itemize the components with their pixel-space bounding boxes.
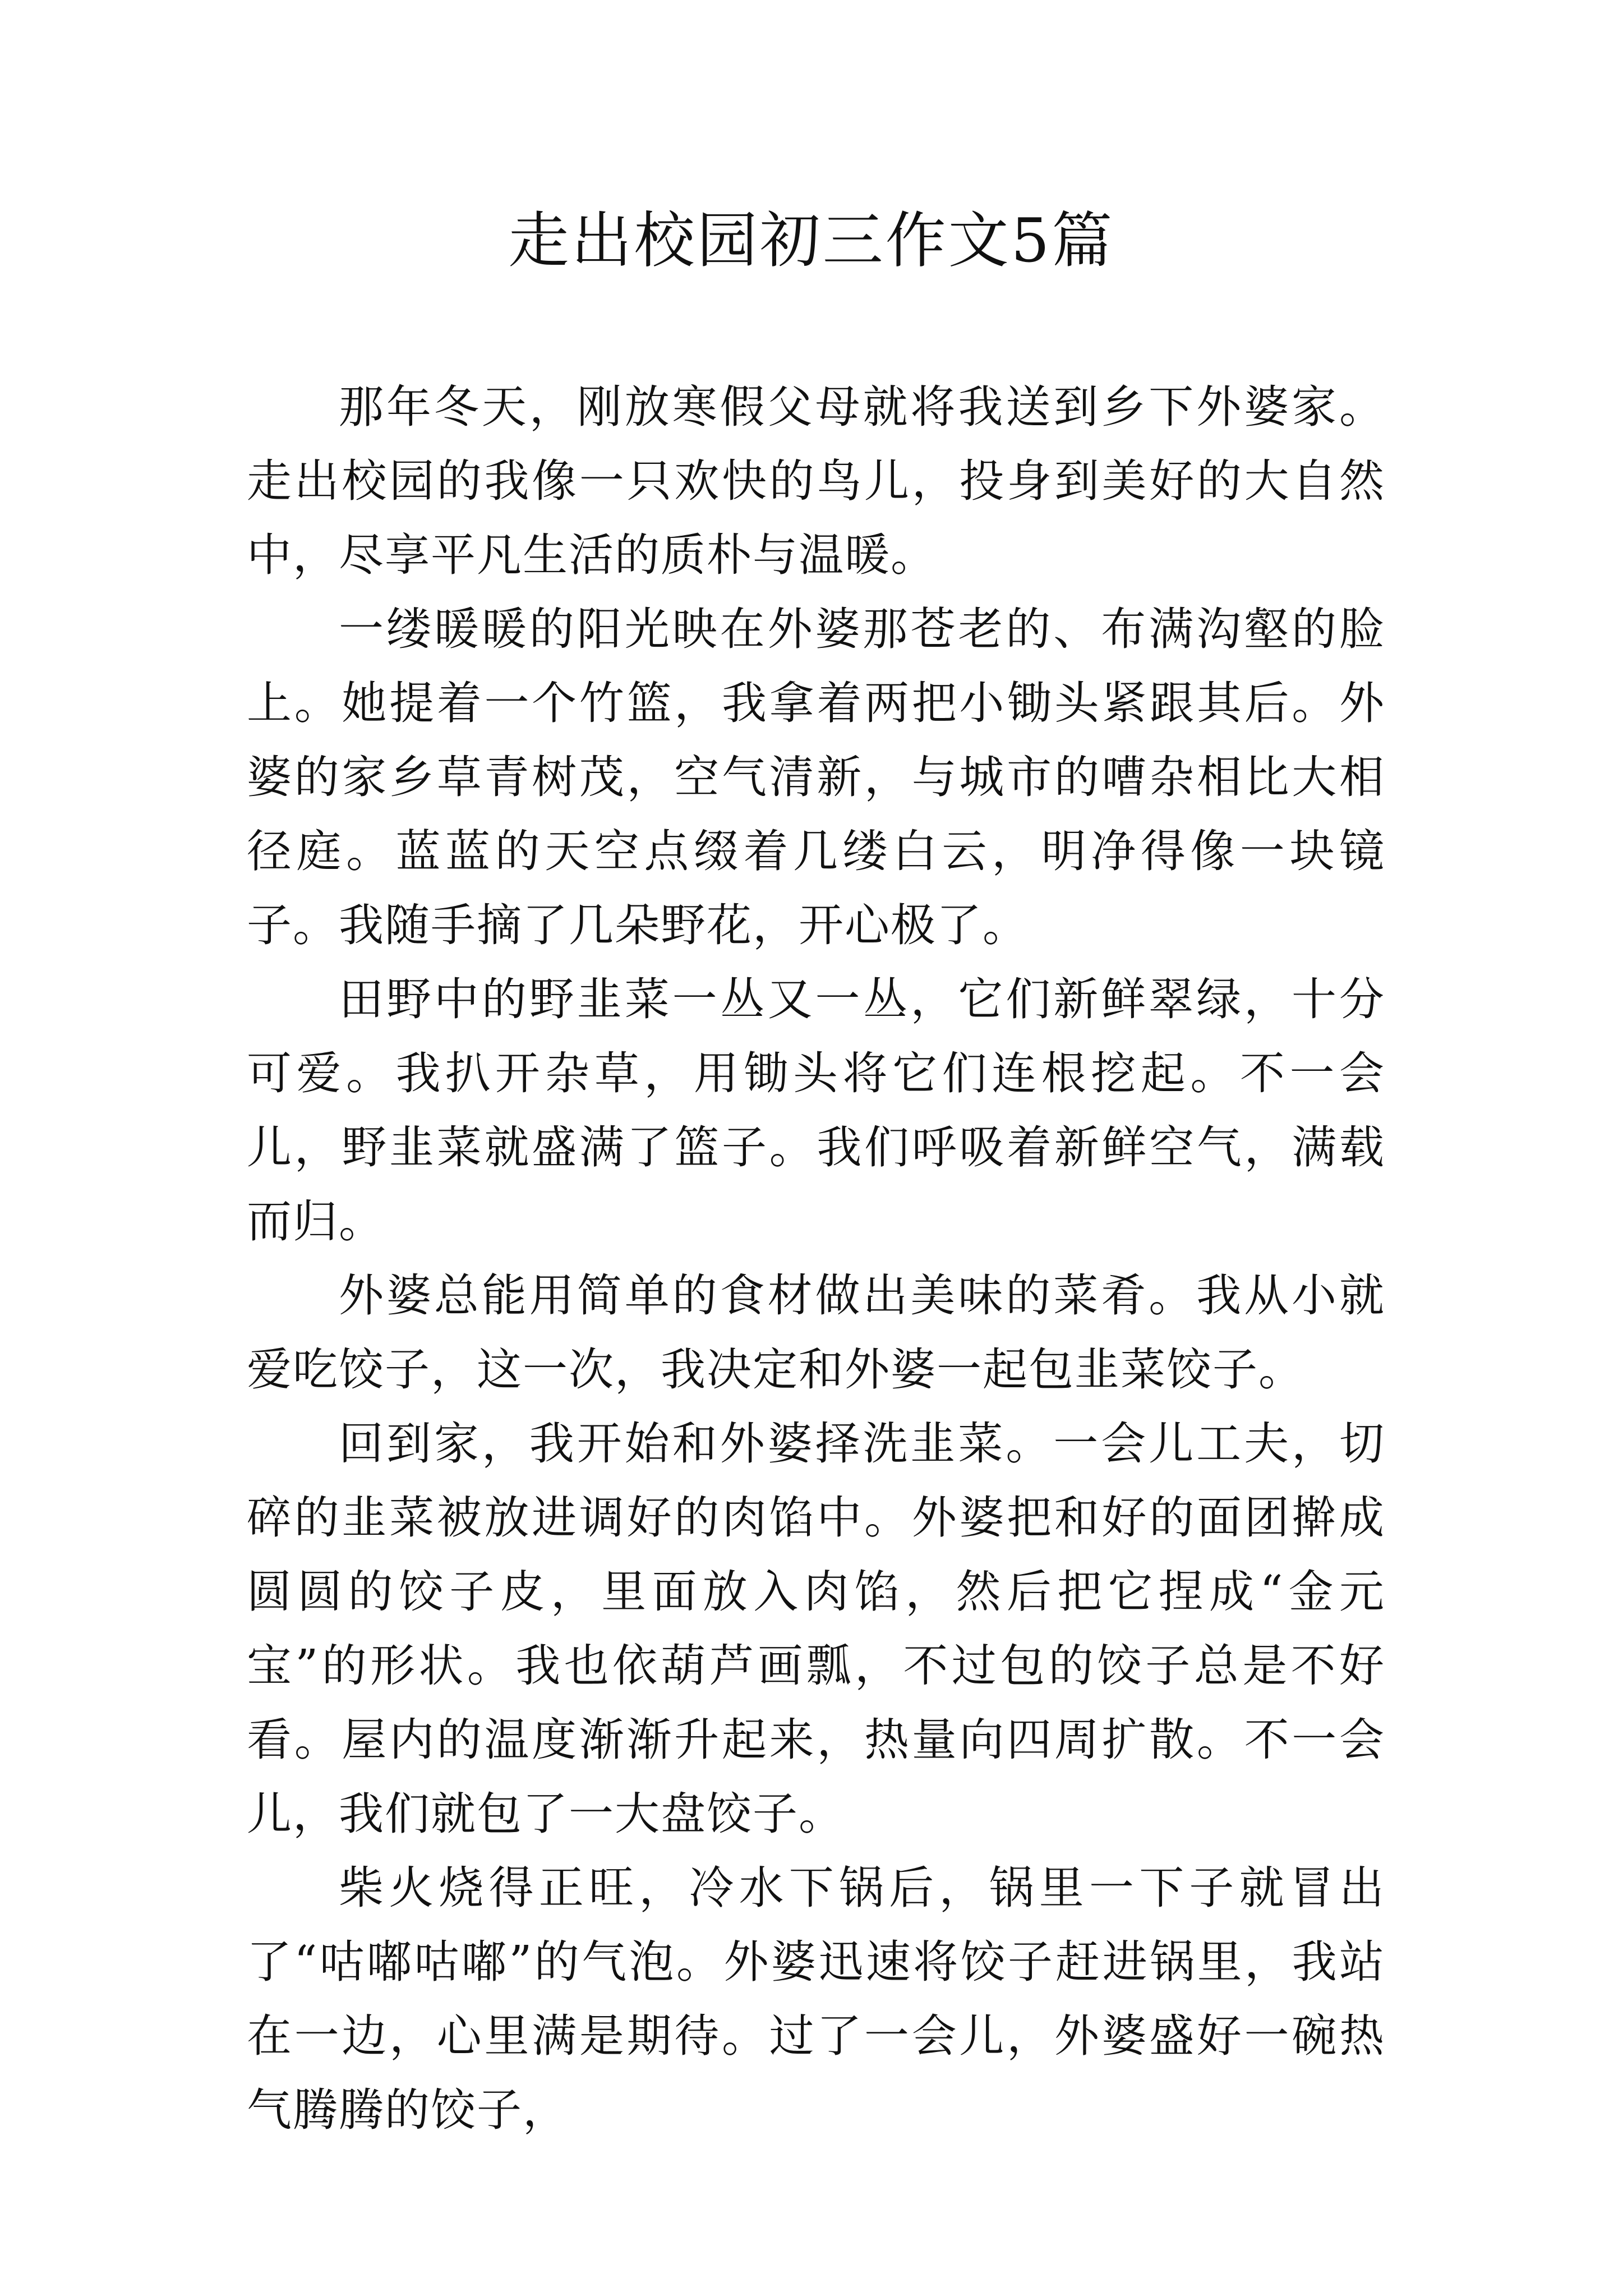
paragraph-6: 柴火烧得正旺，冷水下锅后，锅里一下子就冒出了“咕嘟咕嘟”的气泡。外婆迅速将饺子赶进锅里，我站在一边，心里满是期待。过了一会儿，外婆盛好一碗热气腾腾的饺子， [247, 1862, 1385, 2136]
paragraph-1: 那年冬天，刚放寒假父母就将我送到乡下外婆家。走出校园的我像一只欢快的鸟儿，投身到美好的大自然中，尽享平凡生活的质朴与温暖。 [247, 381, 1385, 581]
document-title: 走出校园初三作文5篇 [508, 206, 1115, 276]
paragraph-2: 一缕暖暖的阳光映在外婆那苍老的、布满沟壑的脸上。她提着一个竹篮，我拿着两把小锄头紧跟其后。外婆的家乡草青树茂，空气清新，与城市的嘈杂相比大相径庭。蓝蓝的天空点缀着几缕白云，明净得像一块镜子。我随手摘了几朵野花，开心极了。 [247, 603, 1385, 951]
paragraph-3: 田野中的野韭菜一丛又一丛，它们新鲜翠绿，十分可爱。我扒开杂草，用锄头将它们连根挖起。不一会儿，野韭菜就盛满了篮子。我们呼吸着新鲜空气，满载而归。 [247, 973, 1385, 1248]
paragraph-4: 外婆总能用简单的食材做出美味的菜肴。我从小就爱吃饺子，这一次，我决定和外婆一起包韭菜饺子。 [247, 1269, 1385, 1396]
document-body [247, 370, 1385, 2147]
paragraph-5: 回到家，我开始和外婆择洗韭菜。一会儿工夫，切碎的韭菜被放进调好的肉馅中。外婆把和好的面团擀成圆圆的饺子皮，里面放入肉馅，然后把它捏成“金元宝”的形状。我也依葫芦画瓢，不过包的饺子总是不好看。屋内的温度渐渐升起来，热量向四周扩散。不一会儿，我们就包了一大盘饺子。 [247, 1418, 1385, 1840]
